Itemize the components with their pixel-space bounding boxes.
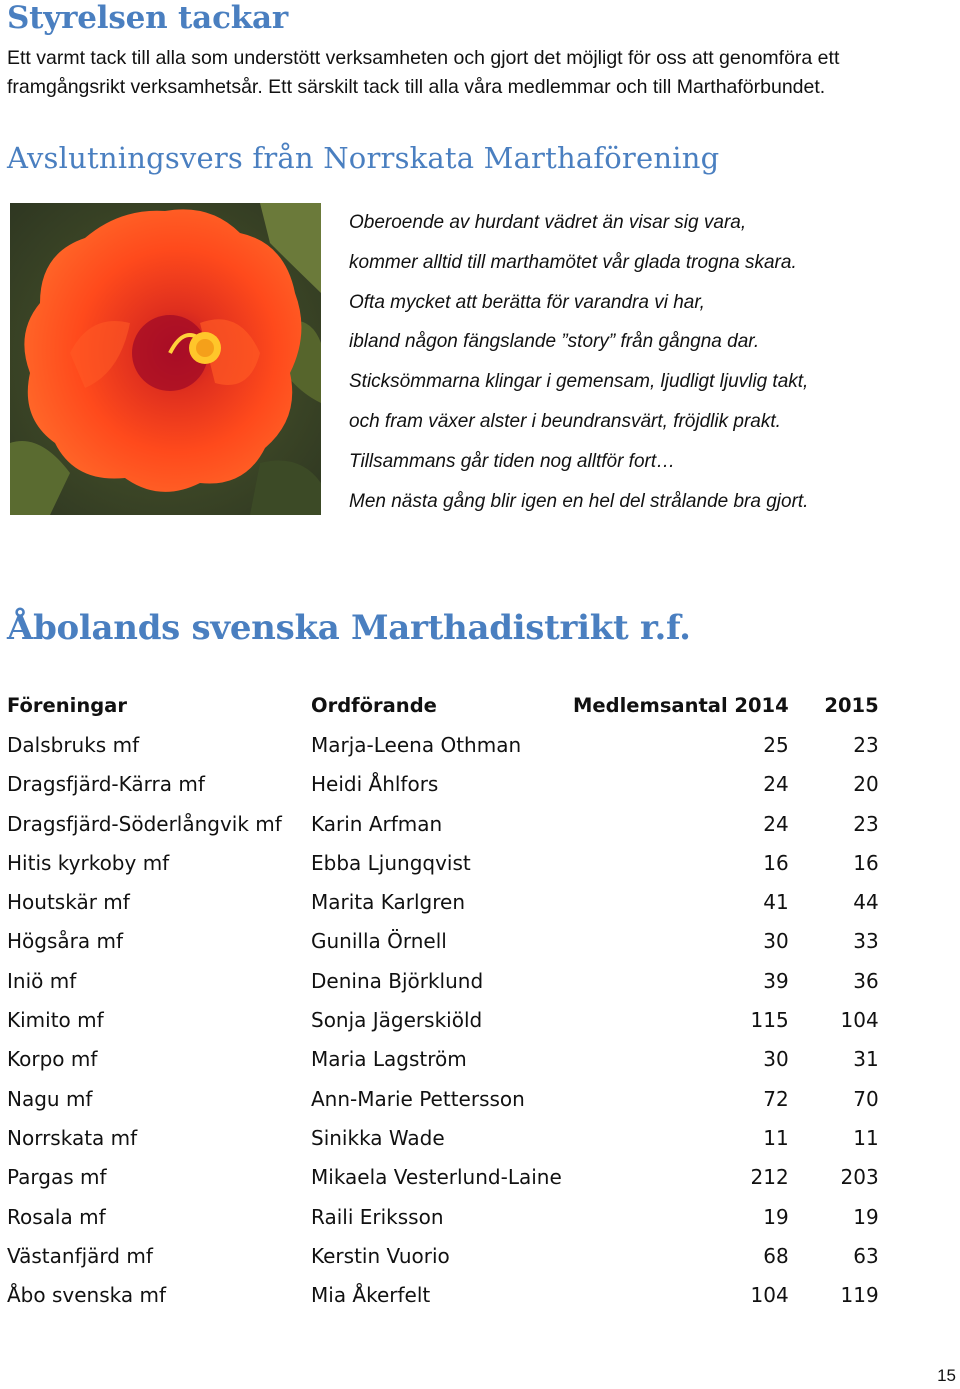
cell-members-2014: 41: [763, 890, 789, 915]
cell-members-2014: 39: [763, 968, 789, 993]
cell-members-2014: 24: [763, 811, 789, 836]
table-row: [7, 1236, 879, 1275]
poem-line: Oberoende av hurdant vädret än visar sig vara,: [349, 212, 747, 233]
cell-chair: Heidi Åhlfors: [311, 772, 439, 797]
cell-members-2014: 104: [750, 1283, 789, 1308]
cell-members-2015: 33: [853, 929, 879, 954]
table-row: [7, 1000, 879, 1039]
cell-association: Dalsbruks mf: [7, 732, 140, 757]
poem-line: Sticksömmarna klingar i gemensam, ljudligt ljuvlig takt,: [349, 371, 809, 393]
cell-members-2014: 11: [763, 1125, 789, 1150]
cell-members-2015: 36: [853, 968, 879, 993]
table-row: [7, 804, 879, 843]
column-header-members-2014: Medlemsantal 2014: [573, 694, 789, 718]
cell-members-2014: 16: [763, 850, 789, 875]
section-heading-district: Åbolands svenska Marthadistrikt r.f.: [7, 608, 691, 648]
cell-chair: Raili Eriksson: [311, 1204, 444, 1229]
cell-members-2015: 23: [853, 732, 879, 757]
cell-chair: Gunilla Örnell: [311, 929, 447, 954]
cell-chair: Mia Åkerfelt: [311, 1283, 431, 1308]
thanks-line: framgångsrikt verksamhetsår. Ett särskilt tack till alla våra medlemmar och till Marthaförbundet.: [7, 76, 826, 98]
cell-association: Norrskata mf: [7, 1125, 138, 1150]
cell-members-2014: 25: [763, 732, 789, 757]
cell-members-2015: 63: [853, 1243, 879, 1268]
column-header-associations: Föreningar: [7, 694, 127, 718]
table-row: [7, 1118, 879, 1157]
table-row: [7, 1040, 879, 1079]
membership-table: [7, 686, 879, 1315]
cell-members-2015: 23: [853, 811, 879, 836]
table-row: [7, 961, 879, 1000]
cell-members-2014: 68: [763, 1243, 789, 1268]
cell-members-2015: 16: [853, 850, 879, 875]
cell-chair: Ann-Marie Pettersson: [311, 1086, 525, 1111]
table-row: [7, 1197, 879, 1236]
section-heading-poem: Avslutningsvers från Norrskata Marthaförening: [7, 141, 720, 175]
table-row: [7, 922, 879, 961]
table-row: [7, 725, 879, 764]
cell-association: Iniö mf: [7, 968, 77, 993]
table-row: [7, 1079, 879, 1118]
cell-chair: Kerstin Vuorio: [311, 1243, 450, 1268]
table-row: [7, 765, 879, 804]
cell-chair: Mikaela Vesterlund-Laine: [311, 1165, 562, 1190]
page-number: 15: [937, 1366, 956, 1385]
cell-members-2014: 19: [763, 1204, 789, 1229]
cell-members-2014: 115: [750, 1008, 789, 1033]
thanks-line: Ett varmt tack till alla som understött verksamheten och gjort det möjligt för oss att genomföra ett: [7, 47, 840, 69]
thanks-paragraph: [7, 44, 947, 102]
poem-line: Tillsammans går tiden nog alltför fort…: [349, 450, 676, 472]
cell-members-2015: 203: [840, 1165, 879, 1190]
cell-chair: Maria Lagström: [311, 1047, 467, 1072]
table-row: [7, 1275, 879, 1314]
column-header-members-2015: 2015: [824, 694, 879, 718]
cell-association: Dragsfjärd-Söderlångvik mf: [7, 811, 282, 836]
cell-members-2014: 72: [763, 1086, 789, 1111]
cell-association: Nagu mf: [7, 1086, 93, 1111]
cell-association: Hitis kyrkoby mf: [7, 850, 170, 875]
cell-members-2015: 20: [853, 772, 879, 797]
cell-association: Korpo mf: [7, 1047, 98, 1072]
cell-association: Västanfjärd mf: [7, 1243, 153, 1268]
table-header-row: [7, 686, 879, 725]
cell-members-2015: 19: [853, 1204, 879, 1229]
cell-association: Högsåra mf: [7, 929, 124, 954]
cell-members-2015: 70: [853, 1086, 879, 1111]
cell-association: Dragsfjärd-Kärra mf: [7, 772, 205, 797]
cell-members-2014: 212: [750, 1165, 789, 1190]
cell-chair: Ebba Ljungqvist: [311, 850, 471, 875]
cell-members-2015: 104: [840, 1008, 879, 1033]
poem-line: kommer alltid till marthamötet vår glada trogna skara.: [349, 251, 797, 273]
cell-chair: Marja-Leena Othman: [311, 732, 522, 757]
cell-members-2014: 30: [763, 1047, 789, 1072]
cell-association: Kimito mf: [7, 1008, 104, 1033]
cell-association: Åbo svenska mf: [7, 1283, 166, 1308]
cell-members-2014: 30: [763, 929, 789, 954]
cell-chair: Denina Björklund: [311, 968, 484, 993]
table-row: [7, 843, 879, 882]
cell-chair: Sinikka Wade: [311, 1125, 445, 1150]
section-heading-thanks: Styrelsen tackar: [7, 0, 289, 36]
table-row: [7, 1158, 879, 1197]
table-body: [7, 725, 879, 1314]
table-row: [7, 882, 879, 921]
poem-line: ibland någon fängslande ”story” från gångna dar.: [349, 331, 760, 353]
cell-association: Houtskär mf: [7, 890, 130, 915]
cell-association: Rosala mf: [7, 1204, 106, 1229]
cell-chair: Sonja Jägerskiöld: [311, 1008, 483, 1033]
column-header-chair: Ordförande: [311, 694, 437, 718]
cell-chair: Marita Karlgren: [311, 890, 466, 915]
cell-chair: Karin Arfman: [311, 811, 443, 836]
poem-line: Men nästa gång blir igen en hel del strålande bra gjort.: [349, 490, 809, 512]
cell-members-2015: 44: [853, 890, 879, 915]
cell-members-2015: 119: [840, 1283, 879, 1308]
hibiscus-flower-image: [10, 203, 321, 515]
cell-members-2015: 11: [853, 1125, 879, 1150]
cell-members-2014: 24: [763, 772, 789, 797]
cell-members-2015: 31: [853, 1047, 879, 1072]
cell-association: Pargas mf: [7, 1165, 107, 1190]
poem-verse: [349, 208, 808, 526]
poem-line: och fram växer alster i beundransvärt, fröjdlik prakt.: [349, 410, 781, 432]
poem-line: Ofta mycket att berätta för varandra vi har,: [349, 291, 705, 313]
